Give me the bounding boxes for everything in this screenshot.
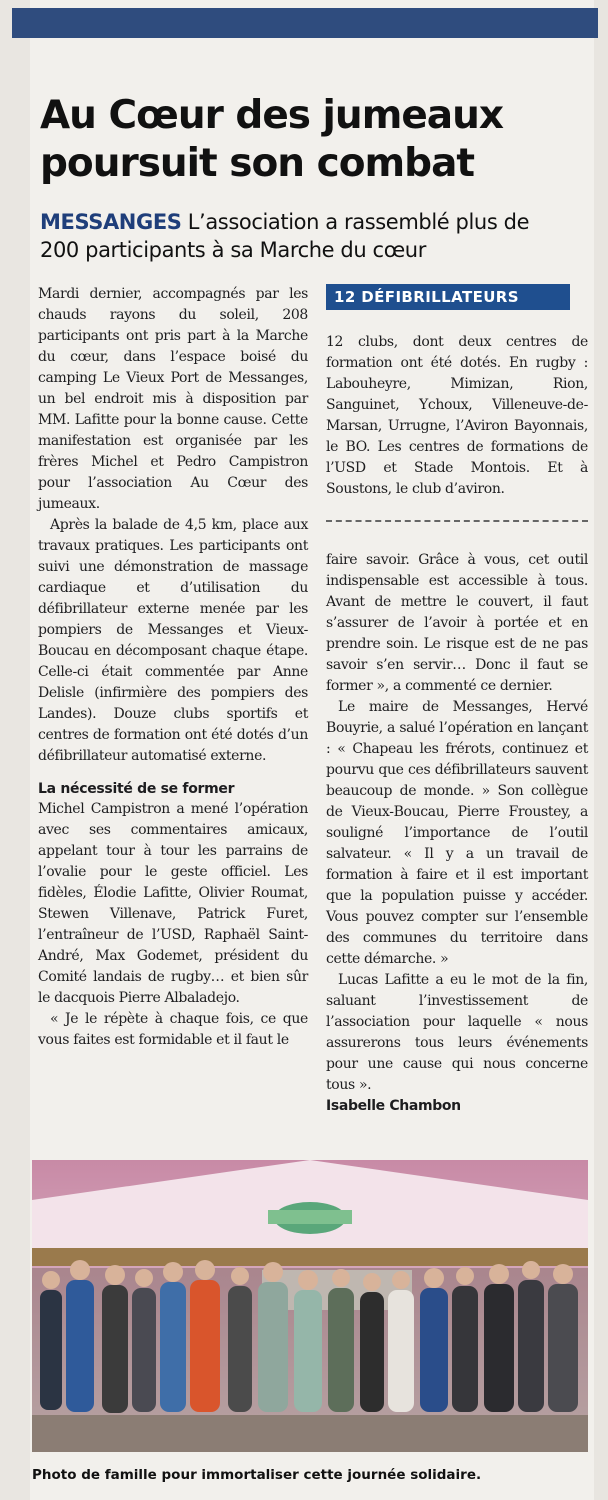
article-headline: Au Cœur des jumeaux poursuit son combat <box>40 93 504 186</box>
group-photo <box>32 1160 588 1452</box>
paragraph: Mardi dernier, accompagnés par les chauds rayons du soleil, 208 participants ont pris part à la Marche du cœur, dans l’espace boisé du camping Le Vieux Port de Messanges, un bel endroit mis à disposition par MM. Lafitte pour la bonne cause. Cette manifestation est organisée par les frères Michel et Pedro Campistron pour l’association Au Cœur des jumeaux. <box>38 286 308 512</box>
sidebar-box-text <box>326 332 588 500</box>
paragraph: Après la balade de 4,5 km, place aux travaux pratiques. Les participants ont suivi une démonstration de massage cardiaque et d’utilisation du défibrillateur externe menée par les pompiers de Messanges et Vieux-Boucau en décomposant chaque étape. Celle-ci était commentée par Anne Delisle (infirmière des pompiers des Landes). Douze clubs sportifs et centres de formation ont été dotés d’un défibrillateur automatisé externe. <box>38 517 308 764</box>
paragraph: Lucas Lafitte a eu le mot de la fin, saluant l’investissement de l’association pour laquelle « nous assurerons tous leurs événements pour une cause qui nous concerne tous ». <box>326 972 588 1093</box>
article-column-right <box>326 550 588 1117</box>
photo-caption: Photo de famille pour immortaliser cette journée solidaire. <box>32 1467 482 1483</box>
section-heading: La nécessité de se former <box>38 781 235 797</box>
article-column-left <box>38 284 308 1051</box>
paragraph: « Je le répète à chaque fois, ce que vous faites est formidable et il faut le <box>38 1011 308 1048</box>
standfirst-text: L’association a rassemblé plus de 200 participants à sa Marche du cœur <box>40 210 530 262</box>
dashed-divider <box>326 520 588 522</box>
paragraph: Le maire de Messanges, Hervé Bouyrie, a salué l’opération en lançant : « Chapeau les frérots, continuez et pourvu que ces défibrillateurs sauvent beaucoup de monde. » Son collègue de Vieux-Boucau, Pierre Froustey, a souligné l’importance de l’outil salvateur. « Il y a un travail de formation à faire et il est important que la population puisse y accéder. Vous pouvez compter sur l’ensemble des communes du territoire dans cette démarche. » <box>326 699 588 967</box>
author-byline: Isabelle Chambon <box>326 1098 461 1114</box>
adjacent-page-edge-right <box>594 0 608 1500</box>
page-header-bar <box>12 8 598 38</box>
location-kicker: MESSANGES <box>40 210 182 234</box>
article-standfirst <box>40 208 540 264</box>
group-photo-illustration <box>32 1160 588 1452</box>
adjacent-page-edge <box>0 0 30 1500</box>
paragraph: Michel Campistron a mené l’opération avec ses commentaires amicaux, appelant tour à tour les parrains de l’ovalie pour le geste officiel. Les fidèles, Élodie Lafitte, Olivier Roumat, Stewen Villenave, Patrick Furet, l’entraîneur de l’USD, Raphaël Saint-André, Max Godemet, président du Comité landais de rugby… et bien sûr le dacquois Pierre Albaladejo. <box>38 801 308 1006</box>
paragraph: 12 clubs, dont deux centres de formation ont été dotés. En rugby : Labouheyre, Mimizan, Rion, Sanguinet, Ychoux, Villeneuve-de-Marsan, Urrugne, l’Aviron Bayonnais, le BO. Les centres de formations de l’USD et Stade Montois. Et à Soustons, le club d’aviron. <box>326 334 588 497</box>
box-title: 12 DÉFIBRILLATEURS <box>326 284 570 310</box>
paragraph: faire savoir. Grâce à vous, cet outil indispensable est accessible à tous. Avant de mettre le couvert, il faut s’assurer de l’avoir à portée et en prendre soin. Le risque est de ne pas savoir s’en servir… Donc il faut se former », a commenté ce dernier. <box>326 552 588 694</box>
